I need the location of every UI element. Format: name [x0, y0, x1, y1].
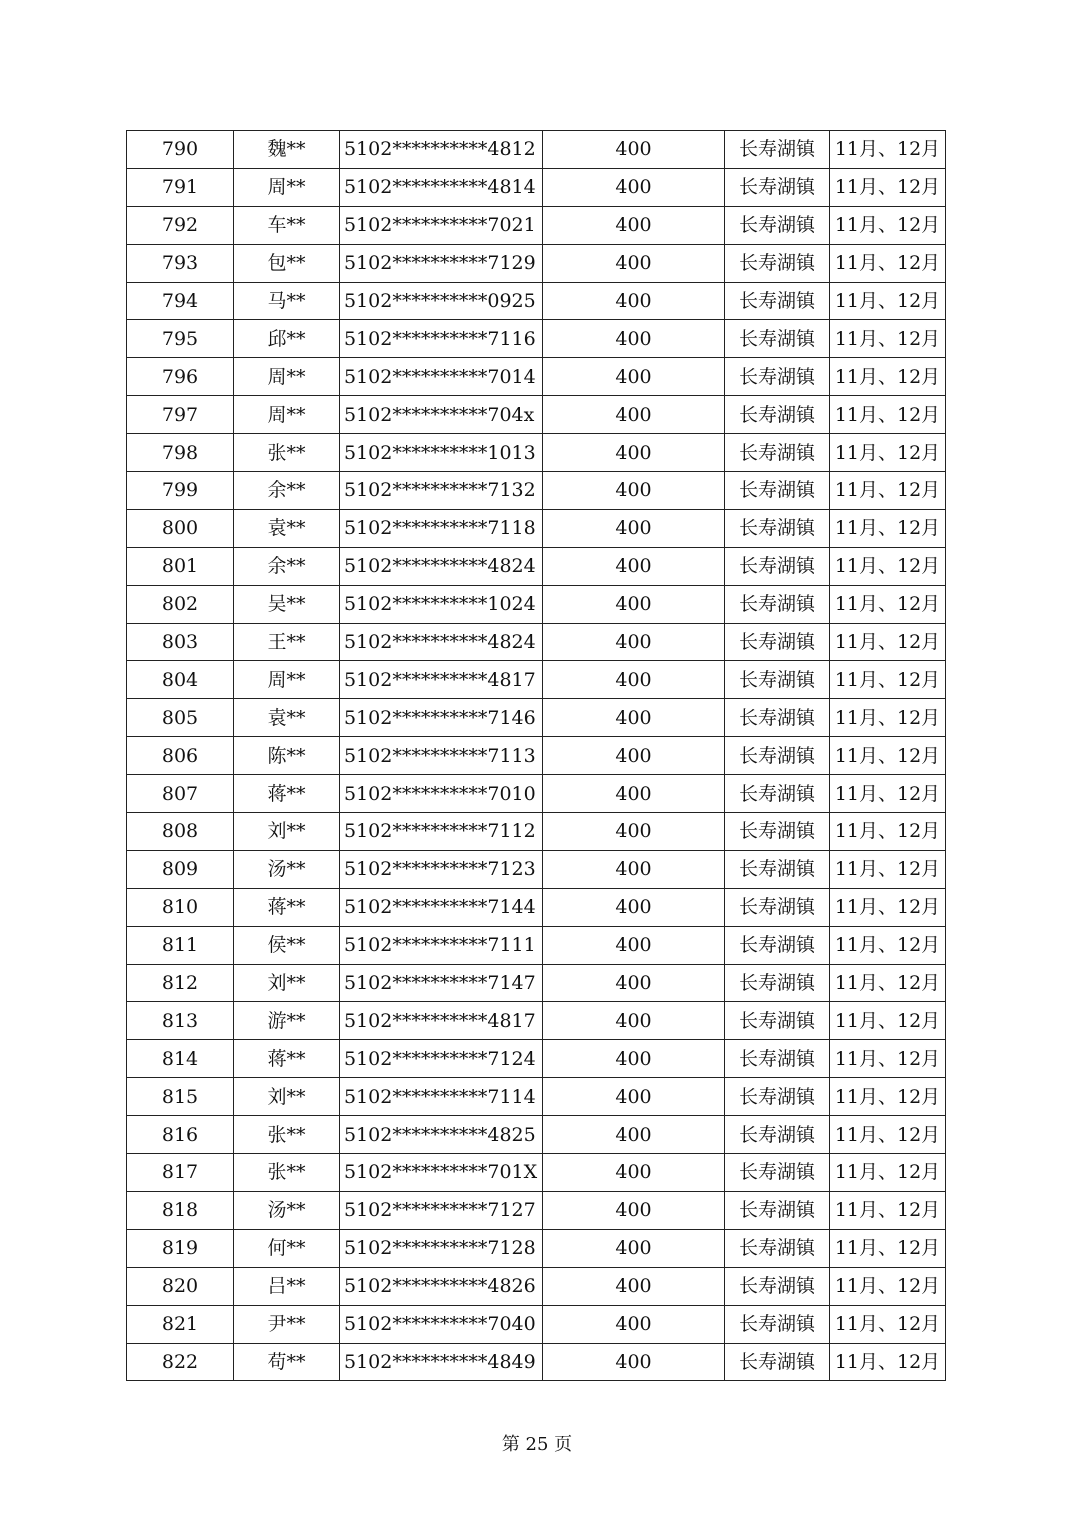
subsidy-amount: 400	[543, 1229, 725, 1267]
table-row	[127, 661, 946, 699]
subsidy-amount: 400	[543, 1343, 725, 1381]
subsidy-amount: 400	[543, 1002, 725, 1040]
row-number: 809	[127, 850, 234, 888]
person-name: 周**	[234, 396, 340, 434]
town-name: 长寿湖镇	[725, 1002, 830, 1040]
town-name: 长寿湖镇	[725, 1305, 830, 1343]
recipient-table	[126, 130, 946, 1381]
person-name: 刘**	[234, 1078, 340, 1116]
subsidy-amount: 400	[543, 737, 725, 775]
town-name: 长寿湖镇	[725, 661, 830, 699]
row-number: 816	[127, 1116, 234, 1154]
row-number: 792	[127, 206, 234, 244]
subsidy-amount: 400	[543, 926, 725, 964]
row-number: 812	[127, 964, 234, 1002]
table-row	[127, 358, 946, 396]
subsidy-amount: 400	[543, 509, 725, 547]
subsidy-amount: 400	[543, 282, 725, 320]
person-name: 尹**	[234, 1305, 340, 1343]
months-cell: 11月、12月	[830, 926, 946, 964]
town-name: 长寿湖镇	[725, 282, 830, 320]
id-number: 5102**********7128	[340, 1229, 543, 1267]
row-number: 807	[127, 775, 234, 813]
id-number: 5102**********7010	[340, 775, 543, 813]
town-name: 长寿湖镇	[725, 1040, 830, 1078]
person-name: 汤**	[234, 850, 340, 888]
id-number: 5102**********704x	[340, 396, 543, 434]
person-name: 车**	[234, 206, 340, 244]
subsidy-amount: 400	[543, 964, 725, 1002]
row-number: 795	[127, 320, 234, 358]
person-name: 刘**	[234, 964, 340, 1002]
table-row	[127, 585, 946, 623]
town-name: 长寿湖镇	[725, 926, 830, 964]
person-name: 周**	[234, 168, 340, 206]
id-number: 5102**********7144	[340, 888, 543, 926]
town-name: 长寿湖镇	[725, 168, 830, 206]
town-name: 长寿湖镇	[725, 850, 830, 888]
person-name: 蒋**	[234, 775, 340, 813]
table-row	[127, 699, 946, 737]
town-name: 长寿湖镇	[725, 813, 830, 851]
row-number: 793	[127, 244, 234, 282]
town-name: 长寿湖镇	[725, 131, 830, 169]
row-number: 797	[127, 396, 234, 434]
table-row	[127, 1116, 946, 1154]
months-cell: 11月、12月	[830, 850, 946, 888]
months-cell: 11月、12月	[830, 585, 946, 623]
table-row	[127, 547, 946, 585]
months-cell: 11月、12月	[830, 623, 946, 661]
months-cell: 11月、12月	[830, 320, 946, 358]
person-name: 吕**	[234, 1267, 340, 1305]
months-cell: 11月、12月	[830, 1267, 946, 1305]
row-number: 810	[127, 888, 234, 926]
town-name: 长寿湖镇	[725, 964, 830, 1002]
town-name: 长寿湖镇	[725, 1116, 830, 1154]
table-row	[127, 1078, 946, 1116]
table-row	[127, 623, 946, 661]
months-cell: 11月、12月	[830, 547, 946, 585]
table-row	[127, 168, 946, 206]
table-row	[127, 131, 946, 169]
row-number: 819	[127, 1229, 234, 1267]
row-number: 802	[127, 585, 234, 623]
town-name: 长寿湖镇	[725, 1154, 830, 1192]
row-number: 798	[127, 434, 234, 472]
table-row	[127, 850, 946, 888]
subsidy-amount: 400	[543, 1078, 725, 1116]
town-name: 长寿湖镇	[725, 206, 830, 244]
subsidy-amount: 400	[543, 585, 725, 623]
row-number: 814	[127, 1040, 234, 1078]
months-cell: 11月、12月	[830, 1305, 946, 1343]
id-number: 5102**********1013	[340, 434, 543, 472]
row-number: 806	[127, 737, 234, 775]
months-cell: 11月、12月	[830, 813, 946, 851]
id-number: 5102**********4814	[340, 168, 543, 206]
table-row	[127, 509, 946, 547]
subsidy-amount: 400	[543, 1305, 725, 1343]
person-name: 袁**	[234, 509, 340, 547]
table-row	[127, 282, 946, 320]
row-number: 811	[127, 926, 234, 964]
person-name: 侯**	[234, 926, 340, 964]
id-number: 5102**********7147	[340, 964, 543, 1002]
subsidy-amount: 400	[543, 775, 725, 813]
subsidy-amount: 400	[543, 850, 725, 888]
row-number: 821	[127, 1305, 234, 1343]
person-name: 蒋**	[234, 888, 340, 926]
town-name: 长寿湖镇	[725, 1267, 830, 1305]
subsidy-amount: 400	[543, 547, 725, 585]
table-row	[127, 244, 946, 282]
row-number: 815	[127, 1078, 234, 1116]
months-cell: 11月、12月	[830, 1229, 946, 1267]
table-row	[127, 1229, 946, 1267]
person-name: 王**	[234, 623, 340, 661]
row-number: 805	[127, 699, 234, 737]
person-name: 何**	[234, 1229, 340, 1267]
id-number: 5102**********0925	[340, 282, 543, 320]
months-cell: 11月、12月	[830, 434, 946, 472]
months-cell: 11月、12月	[830, 775, 946, 813]
id-number: 5102**********1024	[340, 585, 543, 623]
person-name: 陈**	[234, 737, 340, 775]
id-number: 5102**********7123	[340, 850, 543, 888]
subsidy-amount: 400	[543, 661, 725, 699]
months-cell: 11月、12月	[830, 282, 946, 320]
id-number: 5102**********4826	[340, 1267, 543, 1305]
months-cell: 11月、12月	[830, 888, 946, 926]
town-name: 长寿湖镇	[725, 434, 830, 472]
subsidy-amount: 400	[543, 396, 725, 434]
subsidy-amount: 400	[543, 472, 725, 510]
id-number: 5102**********7111	[340, 926, 543, 964]
id-number: 5102**********701X	[340, 1154, 543, 1192]
person-name: 汤**	[234, 1191, 340, 1229]
table-row	[127, 1002, 946, 1040]
table-row	[127, 926, 946, 964]
row-number: 796	[127, 358, 234, 396]
town-name: 长寿湖镇	[725, 737, 830, 775]
id-number: 5102**********4824	[340, 623, 543, 661]
page-number: 第 25 页	[501, 1434, 573, 1455]
person-name: 包**	[234, 244, 340, 282]
months-cell: 11月、12月	[830, 1040, 946, 1078]
subsidy-amount: 400	[543, 888, 725, 926]
subsidy-amount: 400	[543, 699, 725, 737]
subsidy-amount: 400	[543, 131, 725, 169]
id-number: 5102**********7132	[340, 472, 543, 510]
id-number: 5102**********4824	[340, 547, 543, 585]
table-row	[127, 1343, 946, 1381]
person-name: 周**	[234, 358, 340, 396]
town-name: 长寿湖镇	[725, 1078, 830, 1116]
row-number: 813	[127, 1002, 234, 1040]
months-cell: 11月、12月	[830, 472, 946, 510]
subsidy-amount: 400	[543, 1040, 725, 1078]
id-number: 5102**********4817	[340, 1002, 543, 1040]
table-row	[127, 888, 946, 926]
subsidy-amount: 400	[543, 434, 725, 472]
town-name: 长寿湖镇	[725, 1343, 830, 1381]
subsidy-amount: 400	[543, 1267, 725, 1305]
table-row	[127, 206, 946, 244]
months-cell: 11月、12月	[830, 509, 946, 547]
months-cell: 11月、12月	[830, 1191, 946, 1229]
person-name: 魏**	[234, 131, 340, 169]
row-number: 790	[127, 131, 234, 169]
subsidy-amount: 400	[543, 320, 725, 358]
subsidy-amount: 400	[543, 206, 725, 244]
person-name: 蒋**	[234, 1040, 340, 1078]
table-row	[127, 775, 946, 813]
person-name: 马**	[234, 282, 340, 320]
months-cell: 11月、12月	[830, 699, 946, 737]
table-row	[127, 320, 946, 358]
months-cell: 11月、12月	[830, 396, 946, 434]
table-row	[127, 434, 946, 472]
table-row	[127, 813, 946, 851]
table-row	[127, 472, 946, 510]
table-row	[127, 964, 946, 1002]
subsidy-amount: 400	[543, 1191, 725, 1229]
town-name: 长寿湖镇	[725, 888, 830, 926]
person-name: 刘**	[234, 813, 340, 851]
town-name: 长寿湖镇	[725, 472, 830, 510]
id-number: 5102**********7146	[340, 699, 543, 737]
row-number: 818	[127, 1191, 234, 1229]
id-number: 5102**********4825	[340, 1116, 543, 1154]
town-name: 长寿湖镇	[725, 1191, 830, 1229]
table-row	[127, 1191, 946, 1229]
person-name: 余**	[234, 472, 340, 510]
subsidy-amount: 400	[543, 244, 725, 282]
subsidy-amount: 400	[543, 1154, 725, 1192]
id-number: 5102**********4812	[340, 131, 543, 169]
row-number: 799	[127, 472, 234, 510]
person-name: 张**	[234, 1116, 340, 1154]
row-number: 801	[127, 547, 234, 585]
subsidy-amount: 400	[543, 168, 725, 206]
person-name: 游**	[234, 1002, 340, 1040]
subsidy-amount: 400	[543, 358, 725, 396]
town-name: 长寿湖镇	[725, 775, 830, 813]
town-name: 长寿湖镇	[725, 358, 830, 396]
town-name: 长寿湖镇	[725, 396, 830, 434]
months-cell: 11月、12月	[830, 661, 946, 699]
row-number: 803	[127, 623, 234, 661]
row-number: 820	[127, 1267, 234, 1305]
id-number: 5102**********7127	[340, 1191, 543, 1229]
id-number: 5102**********7116	[340, 320, 543, 358]
months-cell: 11月、12月	[830, 244, 946, 282]
row-number: 817	[127, 1154, 234, 1192]
months-cell: 11月、12月	[830, 1116, 946, 1154]
id-number: 5102**********7129	[340, 244, 543, 282]
recipient-table-body	[127, 131, 946, 1381]
table-row	[127, 737, 946, 775]
town-name: 长寿湖镇	[725, 320, 830, 358]
town-name: 长寿湖镇	[725, 699, 830, 737]
person-name: 张**	[234, 1154, 340, 1192]
months-cell: 11月、12月	[830, 206, 946, 244]
id-number: 5102**********7112	[340, 813, 543, 851]
months-cell: 11月、12月	[830, 964, 946, 1002]
town-name: 长寿湖镇	[725, 244, 830, 282]
months-cell: 11月、12月	[830, 358, 946, 396]
person-name: 苟**	[234, 1343, 340, 1381]
months-cell: 11月、12月	[830, 131, 946, 169]
id-number: 5102**********7014	[340, 358, 543, 396]
town-name: 长寿湖镇	[725, 623, 830, 661]
months-cell: 11月、12月	[830, 168, 946, 206]
subsidy-amount: 400	[543, 813, 725, 851]
row-number: 822	[127, 1343, 234, 1381]
months-cell: 11月、12月	[830, 737, 946, 775]
person-name: 张**	[234, 434, 340, 472]
id-number: 5102**********7118	[340, 509, 543, 547]
months-cell: 11月、12月	[830, 1078, 946, 1116]
town-name: 长寿湖镇	[725, 1229, 830, 1267]
subsidy-amount: 400	[543, 1116, 725, 1154]
table-row	[127, 1267, 946, 1305]
months-cell: 11月、12月	[830, 1002, 946, 1040]
town-name: 长寿湖镇	[725, 585, 830, 623]
person-name: 余**	[234, 547, 340, 585]
id-number: 5102**********4849	[340, 1343, 543, 1381]
person-name: 周**	[234, 661, 340, 699]
person-name: 邱**	[234, 320, 340, 358]
town-name: 长寿湖镇	[725, 547, 830, 585]
subsidy-amount: 400	[543, 623, 725, 661]
months-cell: 11月、12月	[830, 1343, 946, 1381]
row-number: 804	[127, 661, 234, 699]
months-cell: 11月、12月	[830, 1154, 946, 1192]
row-number: 791	[127, 168, 234, 206]
table-row	[127, 396, 946, 434]
row-number: 808	[127, 813, 234, 851]
table-row	[127, 1305, 946, 1343]
table-row	[127, 1154, 946, 1192]
row-number: 800	[127, 509, 234, 547]
id-number: 5102**********7114	[340, 1078, 543, 1116]
id-number: 5102**********7124	[340, 1040, 543, 1078]
id-number: 5102**********4817	[340, 661, 543, 699]
person-name: 吴**	[234, 585, 340, 623]
town-name: 长寿湖镇	[725, 509, 830, 547]
id-number: 5102**********7040	[340, 1305, 543, 1343]
row-number: 794	[127, 282, 234, 320]
person-name: 袁**	[234, 699, 340, 737]
id-number: 5102**********7021	[340, 206, 543, 244]
table-row	[127, 1040, 946, 1078]
id-number: 5102**********7113	[340, 737, 543, 775]
